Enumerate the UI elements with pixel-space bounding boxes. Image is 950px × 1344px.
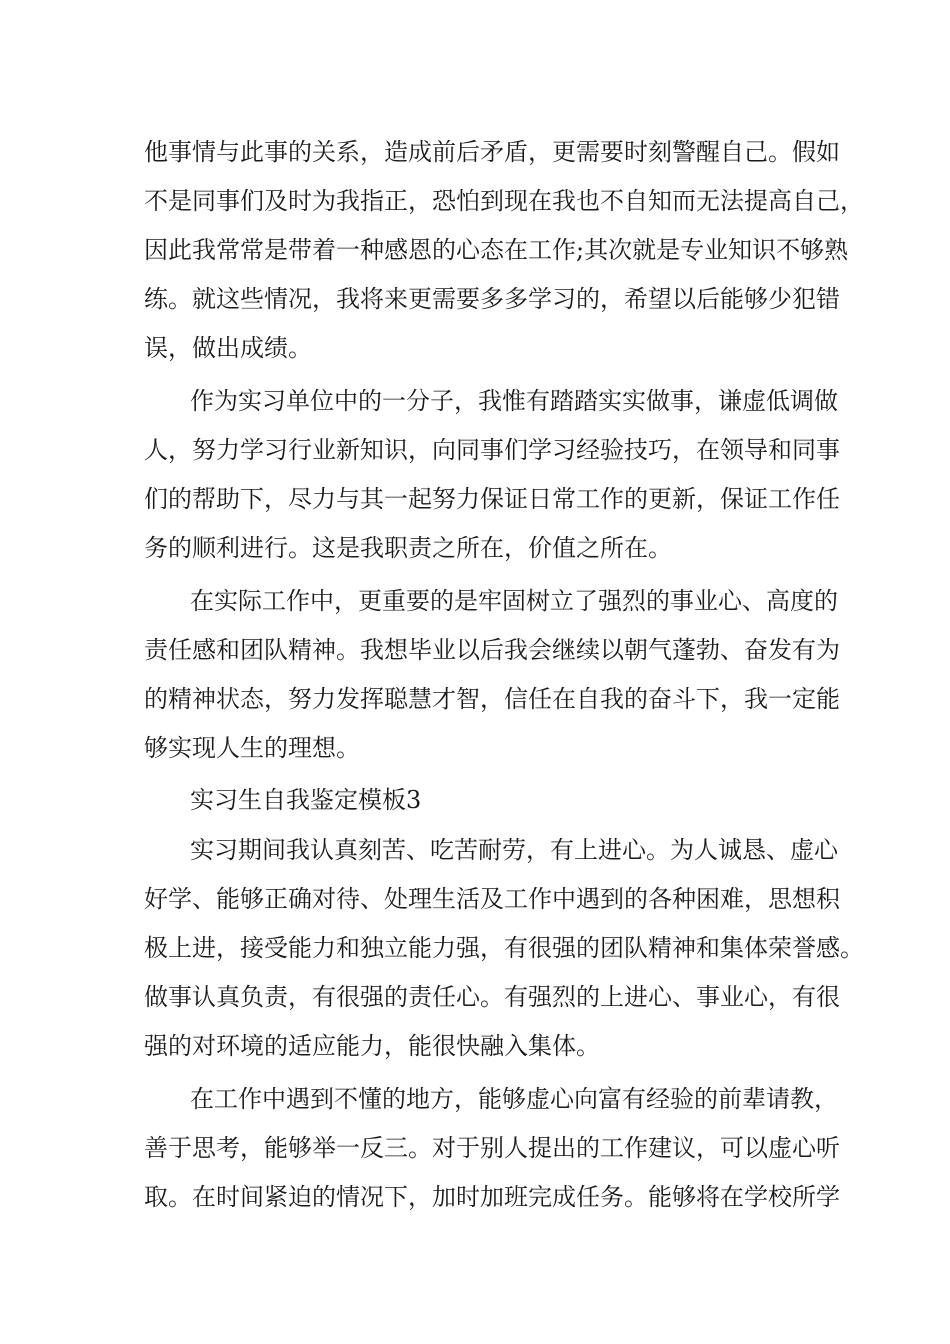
text-line: 在工作中遇到不懂的地方，能够虚心向富有经验的前辈请教， xyxy=(190,1085,838,1113)
section-heading: 实习生自我鉴定模板3 xyxy=(190,786,422,814)
text-line: 误，做出成绩。 xyxy=(144,334,312,362)
text-line: 们的帮助下，尽力与其一起努力保证日常工作的更新，保证工作任 xyxy=(144,485,840,513)
text-line: 取。在时间紧迫的情况下，加时加班完成任务。能够将在学校所学 xyxy=(144,1183,840,1211)
text-line: 做事认真负责，有很强的责任心。有强烈的上进心、事业心，有很 xyxy=(144,983,840,1011)
text-line: 实习期间我认真刻苦、吃苦耐劳，有上进心。为人诚恳、虚心 xyxy=(190,836,838,864)
text-line: 他事情与此事的关系，造成前后矛盾，更需要时刻警醒自己。假如 xyxy=(144,138,840,166)
text-line: 极上进，接受能力和独立能力强，有很强的团队精神和集体荣誉感。 xyxy=(144,934,864,962)
text-line: 不是同事们及时为我指正，恐怕到现在我也不自知而无法提高自己， xyxy=(144,187,864,215)
text-line: 练。就这些情况，我将来更需要多多学习的，希望以后能够少犯错 xyxy=(144,285,840,313)
text-line: 人，努力学习行业新知识，向同事们学习经验技巧，在领导和同事 xyxy=(144,436,840,464)
text-line: 够实现人生的理想。 xyxy=(144,734,360,762)
text-line: 因此我常常是带着一种感恩的心态在工作;其次就是专业知识不够熟 xyxy=(144,236,849,264)
text-line: 的精神状态，努力发挥聪慧才智，信任在自我的奋斗下，我一定能 xyxy=(144,685,840,713)
text-line: 在实际工作中，更重要的是牢固树立了强烈的事业心、高度的 xyxy=(190,587,838,615)
text-line: 好学、能够正确对待、处理生活及工作中遇到的各种困难，思想积 xyxy=(144,885,840,913)
text-line: 责任感和团队精神。我想毕业以后我会继续以朝气蓬勃、奋发有为 xyxy=(144,636,840,664)
text-line: 强的对环境的适应能力，能很快融入集体。 xyxy=(144,1032,600,1060)
text-line: 善于思考，能够举一反三。对于别人提出的工作建议，可以虚心听 xyxy=(144,1134,840,1162)
text-line: 作为实习单位中的一分子，我惟有踏踏实实做事，谦虚低调做 xyxy=(190,387,838,415)
text-line: 务的顺利进行。这是我职责之所在，价值之所在。 xyxy=(144,534,672,562)
